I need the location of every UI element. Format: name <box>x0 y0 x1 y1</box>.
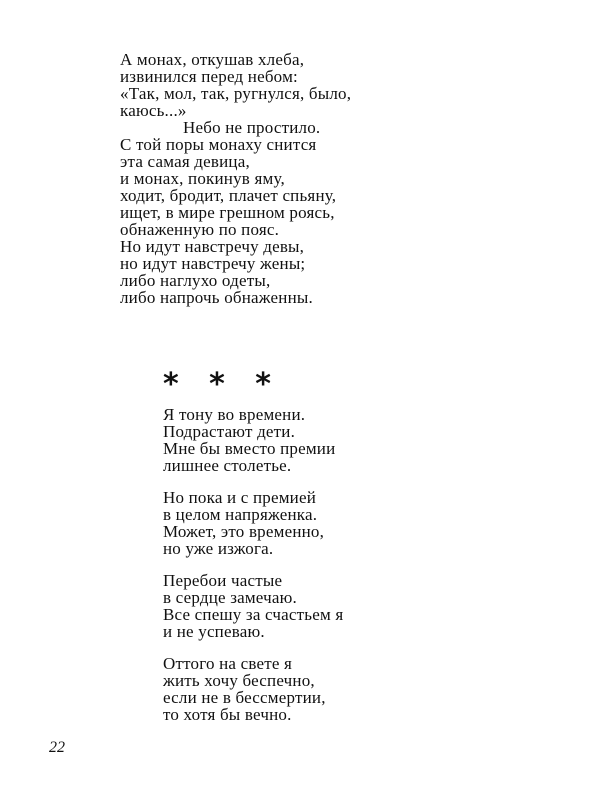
poem-line: Но идут навстречу девы, <box>120 237 305 256</box>
poem-line: либо напрочь обнаженны. <box>120 288 313 307</box>
poem-line: ходит, бродит, плачет спьяну, <box>120 186 337 205</box>
poem-line: и не успеваю. <box>163 622 265 641</box>
poem-line: «Так, мол, так, ругнулся, было, <box>120 84 352 103</box>
poem-line: А монах, откушав хлеба, <box>120 50 305 69</box>
page-number: 22 <box>49 739 65 756</box>
poem-line: Может, это временно, <box>163 522 325 541</box>
poem-line: Перебои частые <box>163 571 283 590</box>
poem-line: и монах, покинув яму, <box>120 169 285 188</box>
poem-continued <box>120 51 420 306</box>
poem-line: эта самая девица, <box>120 152 250 171</box>
poem-line: каюсь...» <box>120 101 187 120</box>
poem-line: если не в бессмертии, <box>163 688 326 707</box>
poem-line: в сердце замечаю. <box>163 588 297 607</box>
poem-line: либо наглухо одеты, <box>120 271 271 290</box>
poem-line: жить хочу беспечно, <box>163 671 315 690</box>
poem-line: Подрастают дети. <box>163 422 296 441</box>
poem-line: Мне бы вместо премии <box>163 439 336 458</box>
poem-line: в целом напряженка. <box>163 505 318 524</box>
poem-line: обнаженную по пояс. <box>120 220 280 239</box>
poem-line: то хотя бы вечно. <box>163 705 292 724</box>
stanza <box>163 406 423 474</box>
stanza <box>163 489 423 557</box>
poem <box>163 406 423 738</box>
stanza <box>163 655 423 723</box>
section-separator: * * * <box>163 367 281 402</box>
poem-line: Но пока и с премией <box>163 488 317 507</box>
stanza <box>163 572 423 640</box>
poem-line-indented: Небо не простило. <box>183 118 321 137</box>
poem-line: извинился перед небом: <box>120 67 298 86</box>
poem-line: С той поры монаху снится <box>120 135 317 154</box>
poem-line: лишнее столетье. <box>163 456 292 475</box>
poem-line: Оттого на свете я <box>163 654 293 673</box>
poem-line: ищет, в мире грешном роясь, <box>120 203 335 222</box>
poem-line: но уже изжога. <box>163 539 274 558</box>
poem-line: Все спешу за счастьем я <box>163 605 344 624</box>
poem-line: но идут навстречу жены; <box>120 254 306 273</box>
poem-line: Я тону во времени. <box>163 405 306 424</box>
